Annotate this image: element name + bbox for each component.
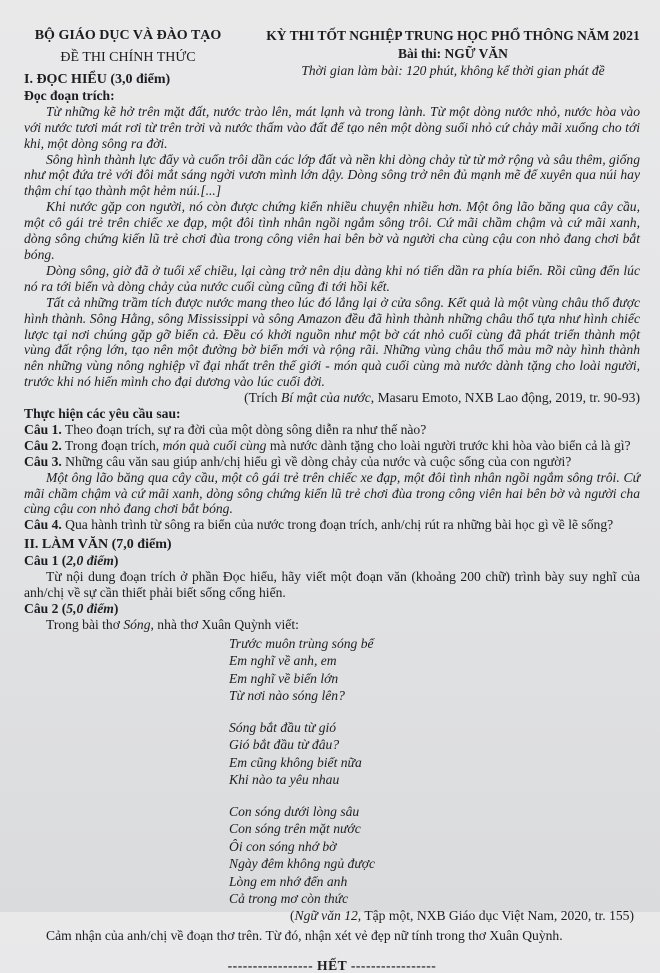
question-2 bbox=[24, 438, 640, 454]
subject-label: Bài thi: NGỮ VĂN bbox=[398, 46, 508, 61]
excerpt-paragraph: Sông hình thành lực đẩy và cuốn trôi dần các lớp đất và nền khi dòng chảy từ từ mở rộng và sâu thêm, giống như một đứa trẻ với đôi mắt sáng ngời vươn mình lớn dậy. Dòng sông trở nên đủ mạnh mẽ để xuyên qua núi hay thậm chí tạo thành một hẻm núi.[...] bbox=[24, 151, 640, 199]
poem-line: Sóng bắt đầu từ gió bbox=[229, 719, 337, 735]
time-label: Thời gian làm bài: 120 phút, không kể thời gian phát đề bbox=[301, 63, 605, 78]
official-label: ĐỀ THI CHÍNH THỨC bbox=[60, 50, 196, 65]
poem-line: Con sóng trên mặt nước bbox=[229, 821, 361, 837]
source-prefix: (Trích bbox=[244, 390, 281, 406]
q3-text: Những câu văn sau giúp anh/chị hiểu gì về dòng chảy của nước và cuộc sống của con người? bbox=[61, 453, 572, 469]
source-book: Bí mật của nước bbox=[281, 390, 371, 406]
excerpt-source bbox=[24, 390, 640, 406]
poem-src-open: ( bbox=[289, 907, 295, 923]
q4-text: Qua hành trình từ sông ra biển của nước trong đoạn trích, anh/chị rút ra những bài học gì về lẽ sống? bbox=[61, 517, 614, 533]
reading-heading: I. ĐỌC HIỂU (3,0 điểm) bbox=[24, 72, 171, 87]
poem bbox=[229, 635, 640, 908]
q3-label: Câu 3. bbox=[24, 453, 62, 469]
poem-line: Lòng em nhớ đến anh bbox=[229, 873, 348, 889]
end-mark: ----------------- HẾT ----------------- bbox=[227, 957, 437, 973]
poem-stanza bbox=[229, 719, 640, 789]
header-left bbox=[28, 28, 228, 66]
question-4 bbox=[24, 517, 640, 533]
c2-task: Cảm nhận của anh/chị về đoạn thơ trên. Từ đó, nhận xét vẻ đẹp nữ tính trong thơ Xuân Quỳnh. bbox=[46, 927, 563, 943]
poem-line: Từ nơi nào sóng lên? bbox=[229, 688, 345, 704]
question-3 bbox=[24, 454, 640, 470]
c2-intro bbox=[24, 617, 640, 633]
poem-src-book: Ngữ văn 12 bbox=[294, 907, 358, 923]
ministry-name: BỘ GIÁO DỤC VÀ ĐÀO TẠO bbox=[34, 28, 222, 43]
c1-heading bbox=[24, 553, 640, 569]
poem-line: Khi nào ta yêu nhau bbox=[229, 772, 340, 788]
q1-label: Câu 1. bbox=[24, 421, 62, 437]
excerpt-paragraph: Dòng sông, giờ đã ở tuổi xế chiều, lại càng trở nên dịu dàng khi nó tiến dần ra phía biển. Rồi cũng đến lúc nó ra tới biển và dòng chảy của nước cuối cùng cũng đi tới hồi kết. bbox=[24, 262, 640, 294]
c2-intro-poem: Sóng bbox=[123, 616, 151, 632]
q1-text: Theo đoạn trích, sự ra đời của một dòng sông diễn ra như thế nào? bbox=[61, 421, 427, 437]
c2-intro-post: , nhà thơ Xuân Quỳnh viết: bbox=[150, 616, 299, 632]
q2-label: Câu 2. bbox=[24, 437, 62, 453]
c2-close: ) bbox=[113, 600, 119, 616]
c2-points: 5,0 điểm bbox=[66, 600, 114, 616]
poem-line: Con sóng dưới lòng sâu bbox=[229, 803, 360, 819]
c2-label: Câu 2 ( bbox=[24, 600, 67, 616]
c1-text: Từ nội dung đoạn trích ở phần Đọc hiểu, hãy viết một đoạn văn (khoảng 200 chữ) trình bày suy nghĩ của anh/chị về sự cần thiết phải biết sống cống hiến. bbox=[24, 569, 640, 600]
source-rest: , Masaru Emoto, NXB Lao động, 2019, tr. 90-93) bbox=[370, 390, 640, 406]
excerpt-label: Đọc đoạn trích: bbox=[24, 87, 115, 103]
poem-line: Ôi con sóng nhớ bờ bbox=[229, 838, 337, 854]
exam-body bbox=[24, 72, 640, 973]
q4-label: Câu 4. bbox=[24, 517, 62, 533]
poem-stanza bbox=[229, 803, 640, 908]
c1-label: Câu 1 ( bbox=[24, 553, 67, 569]
q2-pre: Trong đoạn trích, bbox=[61, 437, 163, 453]
poem-line: Cả trong mơ còn thức bbox=[229, 891, 349, 907]
poem-line: Em nghĩ về anh, em bbox=[229, 653, 337, 669]
c1-close: ) bbox=[113, 553, 119, 569]
writing-heading: II. LÀM VĂN (7,0 điểm) bbox=[24, 537, 172, 553]
excerpt-paragraph: Tất cả những trầm tích được nước mang theo lúc đó lắng lại ở cửa sông. Kết quả là một vùng châu thổ được hình thành. Sông Hằng, sông Mississippi và sông Amazon đều đã hình thành những châu thổ tựa như hình chiếc lược tại nơi chúng gặp gỡ biển cả. Đều có khởi nguồn như một bờ cát nhỏ cuối cùng đã phát triển thành một vùng đất rộng lớn, tạo nên một đường bờ biển mới và rộng rãi. Những vùng châu thổ màu mỡ này hình thành nên những vùng nông nghiệp vĩ đại nhất trên thế giới - món quà cuối cùng mà nước dành tặng cho loài người, trước khi nó hiến mình cho đại dương vào lúc cuối đời. bbox=[24, 294, 640, 390]
poem-source bbox=[24, 908, 640, 924]
excerpt-paragraph: Khi nước gặp con người, nó còn được chứng kiến nhiều chuyện nhiều hơn. Một ông lão băng qua cây cầu, một cô gái trẻ trên chiếc xe đạp, một đôi tình nhân ngồi ngắm sông trôi. Cứ mãi chầm chậm và cứ mãi xanh, dòng sông chứng kiến lũ trẻ chơi đùa trong công viên hai bên bờ và người cha cùng cậu con nhỏ đang chơi bắt bóng. bbox=[24, 199, 640, 262]
excerpt-paragraph: Từ những kẽ hở trên mặt đất, nước trào lên, mát lạnh và trong lành. Từ một dòng nước nhỏ, nước hòa vào với nước tươi mát rơi từ trên trời và nước thấm vào đất để tạo nên một dòng suối nhỏ cứ chảy mãi xuống cho tới khi, một dòng sông ra đời. bbox=[24, 103, 640, 151]
poem-line: Em cũng không biết nữa bbox=[229, 754, 362, 770]
q2-italic: món quà cuối cùng bbox=[162, 437, 267, 453]
poem-line: Gió bắt đầu từ đâu? bbox=[229, 737, 340, 753]
q3-quote: Một ông lão băng qua cây cầu, một cô gái trẻ trên chiếc xe đạp, một đôi tình nhân ngồi ngắm sông trôi. Cứ mãi chầm chậm và cứ mãi xanh, dòng sông chứng kiến lũ trẻ chơi đùa trong công viên hai bên bờ và người cha cùng cậu con nhỏ đang chơi bắt bóng. bbox=[24, 469, 640, 517]
poem-line: Em nghĩ về biển lớn bbox=[229, 670, 339, 686]
exam-title: KỲ THI TỐT NGHIỆP TRUNG HỌC PHỔ THÔNG NĂM 2021 bbox=[266, 28, 640, 43]
c2-heading bbox=[24, 601, 640, 617]
question-1 bbox=[24, 422, 640, 438]
c1-points: 2,0 điểm bbox=[66, 553, 114, 569]
c2-intro-pre: Trong bài thơ bbox=[46, 616, 124, 632]
tasks-heading: Thực hiện các yêu cầu sau: bbox=[24, 406, 181, 422]
q2-post: mà nước dành tặng cho loài người trước khi hòa vào biển cả là gì? bbox=[266, 437, 631, 453]
poem-line: Trước muôn trùng sóng bể bbox=[229, 635, 374, 651]
poem-src-rest: , Tập một, NXB Giáo dục Việt Nam, 2020, tr. 155) bbox=[357, 907, 634, 923]
poem-stanza bbox=[229, 635, 640, 705]
poem-line: Ngày đêm không ngủ được bbox=[229, 856, 376, 872]
